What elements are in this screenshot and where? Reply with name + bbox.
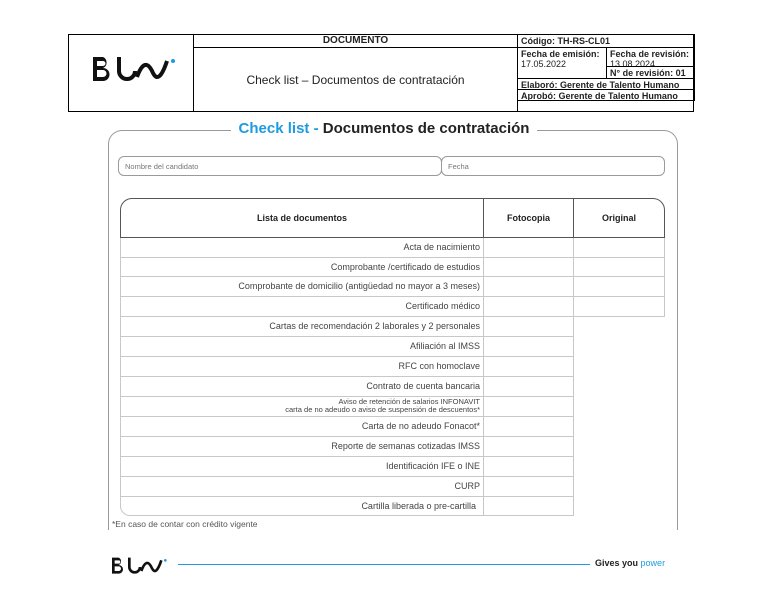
form-title-black: Documentos de contratación: [322, 120, 530, 137]
list-item: Certificado médico: [405, 301, 480, 311]
document-title: Check list – Documentos de contratación: [193, 47, 518, 112]
footer-tagline: [595, 558, 665, 568]
form-title: [0, 120, 768, 137]
list-item: Cartilla liberada o pre-cartilla: [361, 501, 476, 511]
column-header-original: Original: [573, 198, 665, 238]
list-item: CURP: [454, 481, 480, 491]
approved-by: Aprobó: Gerente de Talento Humano: [517, 89, 695, 101]
candidate-name-field[interactable]: Nombre del candidato: [118, 156, 442, 176]
document-code: Código: TH-RS-CL01: [517, 34, 695, 48]
revision-date: [606, 47, 695, 67]
document-label: DOCUMENTO: [193, 34, 518, 48]
column-header-documents: Lista de documentos: [120, 198, 484, 238]
revision-label: Fecha de revisión:: [610, 49, 690, 59]
column-header-photocopy: Fotocopia: [483, 198, 574, 238]
date-field[interactable]: Fecha: [441, 156, 665, 176]
list-item: Afiliación al IMSS: [409, 341, 480, 351]
list-item: Reporte de semanas cotizadas IMSS: [331, 441, 480, 451]
list-item: Carta de no adeudo Fonacot*: [361, 421, 480, 431]
tagline-blue: power: [640, 558, 666, 568]
footer-divider: [178, 564, 590, 565]
list-item-line1: Aviso de retención de salarios INFONAVIT: [338, 397, 480, 406]
revision-value: 13.08.2024: [610, 59, 656, 69]
list-item: Cartas de recomendación 2 laborales y 2 personales: [269, 321, 480, 331]
footer-logo: [108, 555, 172, 575]
list-item: Comprobante /certificado de estudios: [330, 262, 480, 272]
list-item: RFC con homoclave: [398, 361, 480, 371]
footnote: *En caso de contar con crédito vigente: [112, 519, 258, 529]
emission-value: 17.05.2022: [521, 59, 567, 69]
emission-date: [517, 47, 607, 79]
company-logo: [89, 53, 181, 83]
list-item: Contrato de cuenta bancaria: [366, 381, 480, 391]
emission-label: Fecha de emisión:: [521, 49, 600, 59]
form-title-blue: Check list -: [238, 120, 319, 137]
revision-number: N° de revisión: 01: [606, 66, 695, 79]
header-table: [68, 34, 694, 112]
list-item: Acta de nacimiento: [403, 242, 480, 252]
list-item-line2: carta de no adeudo o aviso de suspensión de descuentos*: [285, 405, 480, 414]
list-item: Identificación IFE o INE: [385, 461, 480, 471]
elaborated-by: Elaboró: Gerente de Talento Humano: [517, 78, 695, 90]
list-item: Comprobante de domicilio (antigüedad no mayor a 3 meses): [238, 281, 480, 291]
tagline-black: Gives you: [595, 558, 639, 568]
list-item: [124, 398, 480, 414]
